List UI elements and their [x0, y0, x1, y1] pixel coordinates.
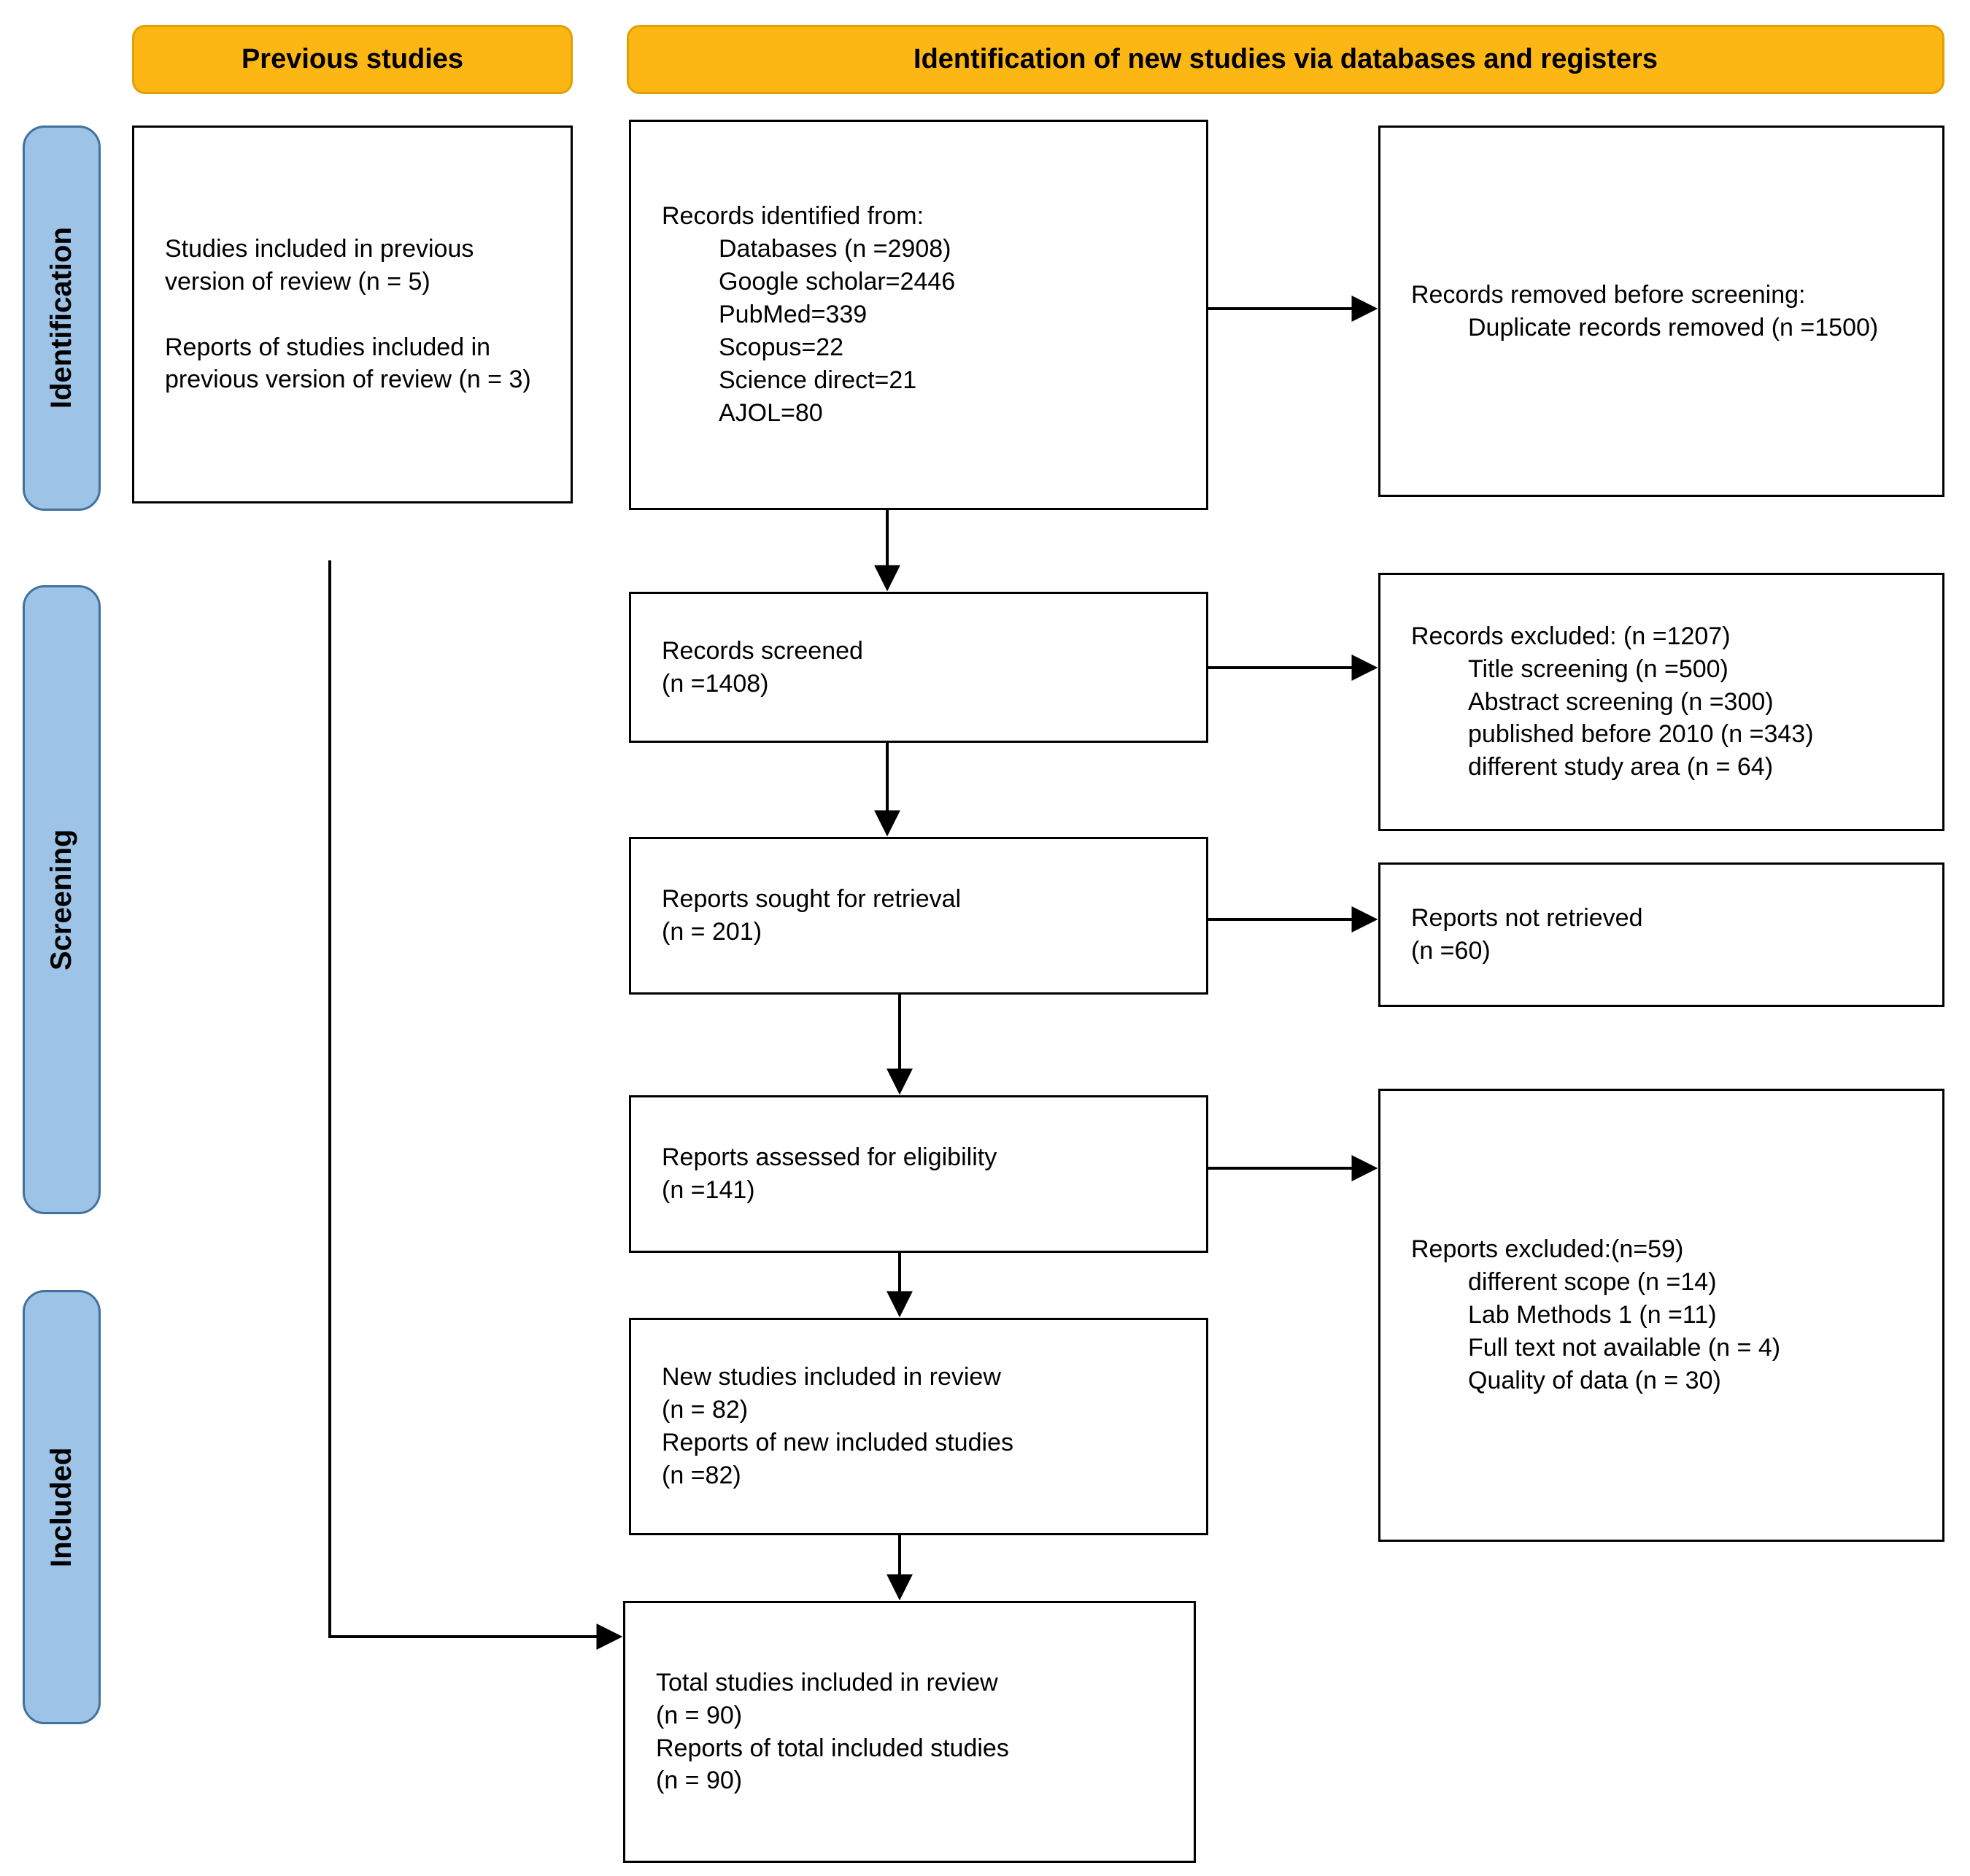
- header-new-studies-label: Identification of new studies via databases and registers: [913, 44, 1658, 74]
- records-identified-item: Scopus=22: [719, 333, 844, 361]
- box-reports-not-retrieved: [1378, 862, 1944, 1007]
- header-previous-studies-label: Previous studies: [241, 44, 464, 74]
- reports-excluded-item: Lab Methods 1 (n =11): [1468, 1301, 1717, 1329]
- side-label-screening-text: Screening: [45, 829, 77, 970]
- reports-sought-line: Reports sought for retrieval: [662, 885, 962, 914]
- reports-assessed-count: (n =141): [662, 1176, 755, 1204]
- records-excluded-item: Abstract screening (n =300): [1468, 687, 1774, 716]
- total-studies-count: (n = 90): [656, 1701, 743, 1729]
- new-studies-reports-line: Reports of new included studies: [662, 1429, 1013, 1456]
- records-screened-count: (n =1408): [662, 669, 769, 698]
- previous-studies-paragraph: Reports of studies included in previous version of review (n = 3): [165, 333, 531, 394]
- side-label-screening: [23, 585, 101, 1214]
- records-removed-title: Records removed before screening:: [1411, 280, 1806, 309]
- total-studies-reports-line: Reports of total included studies: [656, 1734, 1009, 1762]
- records-identified-item: PubMed=339: [719, 301, 868, 329]
- records-identified-title: Records identified from:: [662, 202, 924, 231]
- side-label-included: [23, 1290, 101, 1724]
- box-records-identified: [629, 120, 1208, 510]
- reports-excluded-item: Quality of data (n = 30): [1468, 1366, 1721, 1394]
- reports-not-retrieved-line: Reports not retrieved: [1411, 904, 1643, 933]
- arrow-previous-to-total: [330, 560, 619, 1637]
- records-identified-item: Science direct=21: [719, 366, 917, 394]
- reports-excluded-item: Full text not available (n = 4): [1468, 1333, 1781, 1362]
- new-studies-count: (n = 82): [662, 1396, 749, 1424]
- records-identified-item: Databases (n =2908): [719, 235, 951, 263]
- box-total-studies-included: [623, 1601, 1196, 1863]
- header-new-studies: [627, 25, 1944, 94]
- reports-not-retrieved-count: (n =60): [1411, 937, 1491, 965]
- side-label-identification-text: Identification: [45, 227, 77, 409]
- reports-assessed-line: Reports assessed for eligibility: [662, 1143, 997, 1172]
- total-studies-reports-count: (n = 90): [656, 1767, 743, 1795]
- previous-studies-paragraph: Studies included in previous version of review (n = 5): [165, 234, 474, 296]
- box-reports-excluded: [1378, 1089, 1944, 1542]
- reports-excluded-title: Reports excluded:(n=59): [1411, 1235, 1684, 1264]
- reports-sought-count: (n = 201): [662, 918, 762, 946]
- reports-excluded-item: different scope (n =14): [1468, 1268, 1717, 1297]
- new-studies-line: New studies included in review: [662, 1363, 1001, 1391]
- box-records-excluded: [1378, 573, 1944, 831]
- records-identified-item: Google scholar=2446: [719, 268, 956, 296]
- box-reports-assessed: [629, 1095, 1208, 1253]
- side-label-identification: [23, 126, 101, 511]
- records-excluded-title: Records excluded: (n =1207): [1411, 622, 1731, 650]
- side-label-included-text: Included: [45, 1447, 77, 1567]
- records-identified-item: AJOL=80: [719, 398, 823, 427]
- new-studies-reports-count: (n =82): [662, 1461, 741, 1489]
- records-removed-item: Duplicate records removed (n =1500): [1468, 313, 1879, 341]
- records-screened-line: Records screened: [662, 636, 863, 665]
- box-records-screened: [629, 592, 1208, 743]
- records-excluded-item: Title screening (n =500): [1468, 655, 1728, 683]
- box-new-studies-included: [629, 1318, 1208, 1535]
- total-studies-line: Total studies included in review: [656, 1668, 998, 1696]
- box-previous-studies: [132, 126, 573, 503]
- records-excluded-item: different study area (n = 64): [1468, 753, 1774, 781]
- box-reports-sought: [629, 837, 1208, 995]
- box-records-removed: [1378, 126, 1944, 497]
- records-excluded-item: published before 2010 (n =343): [1468, 720, 1814, 749]
- header-previous-studies: [132, 25, 573, 94]
